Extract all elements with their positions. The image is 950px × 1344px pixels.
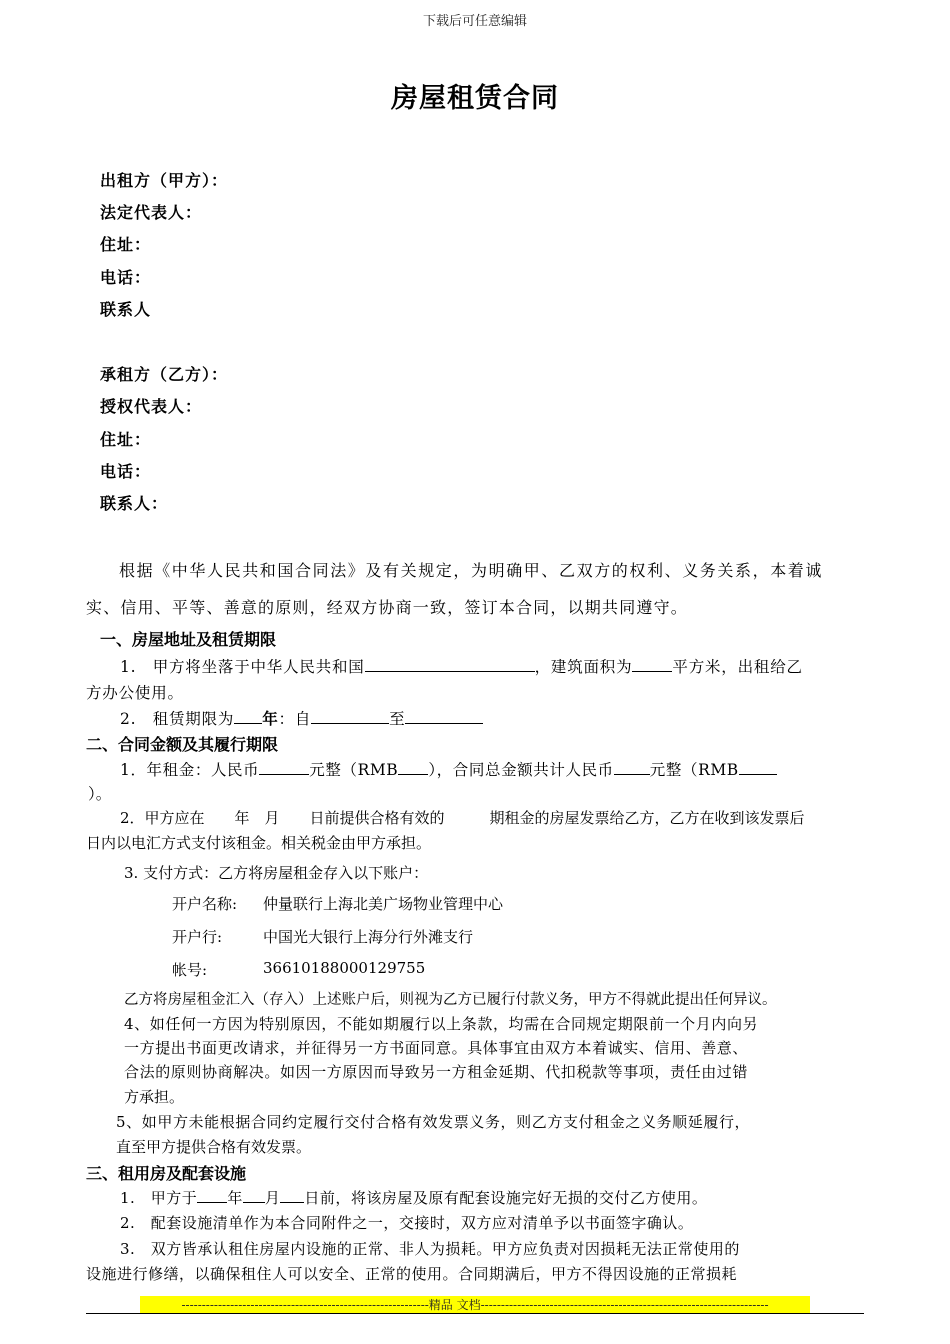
section-2-clause-3: 3. 支付方式：乙方将房屋租金存入以下账户： — [124, 864, 429, 882]
footer-divider — [86, 1313, 864, 1314]
section-2-clause-5-line-1: 5、如甲方未能根据合同约定履行交付合格有效发票义务，则乙方支付租金之义务顺延履行， — [116, 1113, 751, 1131]
account-number-value: 36610188000129755 — [263, 959, 426, 977]
intro-line-2: 实、信用、平等、善意的原则，经双方协商一致，签订本合同，以期共同遵守。 — [86, 598, 689, 617]
account-number-label: 帐号: — [172, 961, 208, 979]
section-2-clause-4-line-1: 4、如任何一方因为特别原因，不能如期履行以上条款，均需在合同规定期限前一个月内向另 — [124, 1015, 759, 1033]
page-header: 下载后可任意编辑 — [422, 14, 527, 29]
lessor-address: 住址： — [100, 235, 152, 254]
lessee-representative: 授权代表人： — [100, 397, 203, 416]
lessor-contact: 联系人 — [100, 300, 152, 319]
bank-value: 中国光大银行上海分行外滩支行 — [263, 928, 474, 946]
bank-label: 开户行: — [172, 928, 223, 946]
lessee-contact: 联系人： — [100, 494, 169, 513]
section-2-clause-2-cont: 日内以电汇方式支付该租金。相关税金由甲方承担。 — [86, 834, 432, 852]
lessor-representative: 法定代表人： — [100, 203, 203, 222]
section-2-clause-1: 1．年租金：人民币 元整（RMB ），合同总金额共计人民币 元整（RMB — [120, 758, 777, 780]
section-2-clause-4-line-3: 合法的原则协商解决。如因一方原因而导致另一方租金延期、代扣税款等事项，责任由过错 — [124, 1063, 749, 1081]
section-3-clause-3-line-2: 设施进行修缮，以确保租住人可以安全、正常的使用。合同期满后，甲方不得因设施的正常损耗 — [86, 1265, 738, 1283]
section-2-clause-4-line-2: 一方提出书面更改请求，并征得另一方书面同意。具体事宜由双方本着诚实、信用、善意、 — [124, 1039, 749, 1057]
section-2-clause-4-line-4: 方承担。 — [124, 1088, 185, 1106]
section-1-title: 一、房屋地址及租赁期限 — [100, 630, 277, 649]
section-2-clause-1-close: ）。 — [88, 785, 112, 803]
payment-confirmation: 乙方将房屋租金汇入（存入）上述账户后，则视为乙方已履行付款义务，甲方不得就此提出任何异议。 — [124, 992, 777, 1008]
account-name-label: 开户名称: — [172, 895, 238, 913]
lessor-label: 出租方（甲方）： — [100, 171, 229, 190]
section-1-clause-2: 2. 租赁期限为 年：自 至 — [120, 707, 483, 729]
section-2-clause-2: 2．甲方应在 年 月 日前提供合格有效的 期租金的房屋发票给乙方，乙方在收到该发票后 — [120, 809, 805, 827]
section-2-clause-5-line-2: 直至甲方提供合格有效发票。 — [116, 1138, 312, 1156]
lessor-phone: 电话： — [100, 268, 152, 287]
section-3-clause-2: 2. 配套设施清单作为本合同附件之一，交接时，双方应对清单予以书面签字确认。 — [120, 1214, 694, 1232]
section-3-clause-1: 1. 甲方于 年 月 日前，将该房屋及原有配套设施完好无损的交付乙方使用。 — [120, 1189, 708, 1207]
footer-banner: -------------------------------------------------------------精品 文档----------------------------------------------------------------------- — [140, 1296, 810, 1313]
lessee-phone: 电话： — [100, 462, 152, 481]
section-1-clause-1-cont: 方办公使用。 — [86, 684, 184, 702]
document-title: 房屋租赁合同 — [391, 83, 559, 114]
account-name-value: 仲量联行上海北美广场物业管理中心 — [263, 895, 504, 913]
section-2-title: 二、合同金额及其履行期限 — [86, 735, 279, 754]
section-3-title: 三、租用房及配套设施 — [86, 1164, 247, 1183]
lessee-address: 住址： — [100, 430, 152, 449]
section-3-clause-3-line-1: 3. 双方皆承认租住房屋内设施的正常、非人为损耗。甲方应负责对因损耗无法正常使用的 — [120, 1240, 740, 1258]
section-1-clause-1: 1. 甲方将坐落于中华人民共和国 ，建筑面积为 平方米，出租给乙 — [120, 658, 803, 676]
lessee-label: 承租方（乙方）： — [100, 365, 229, 384]
intro-line-1: 根据《中华人民共和国合同法》及有关规定，为明确甲、乙双方的权利、义务关系，本着诚 — [119, 561, 824, 580]
